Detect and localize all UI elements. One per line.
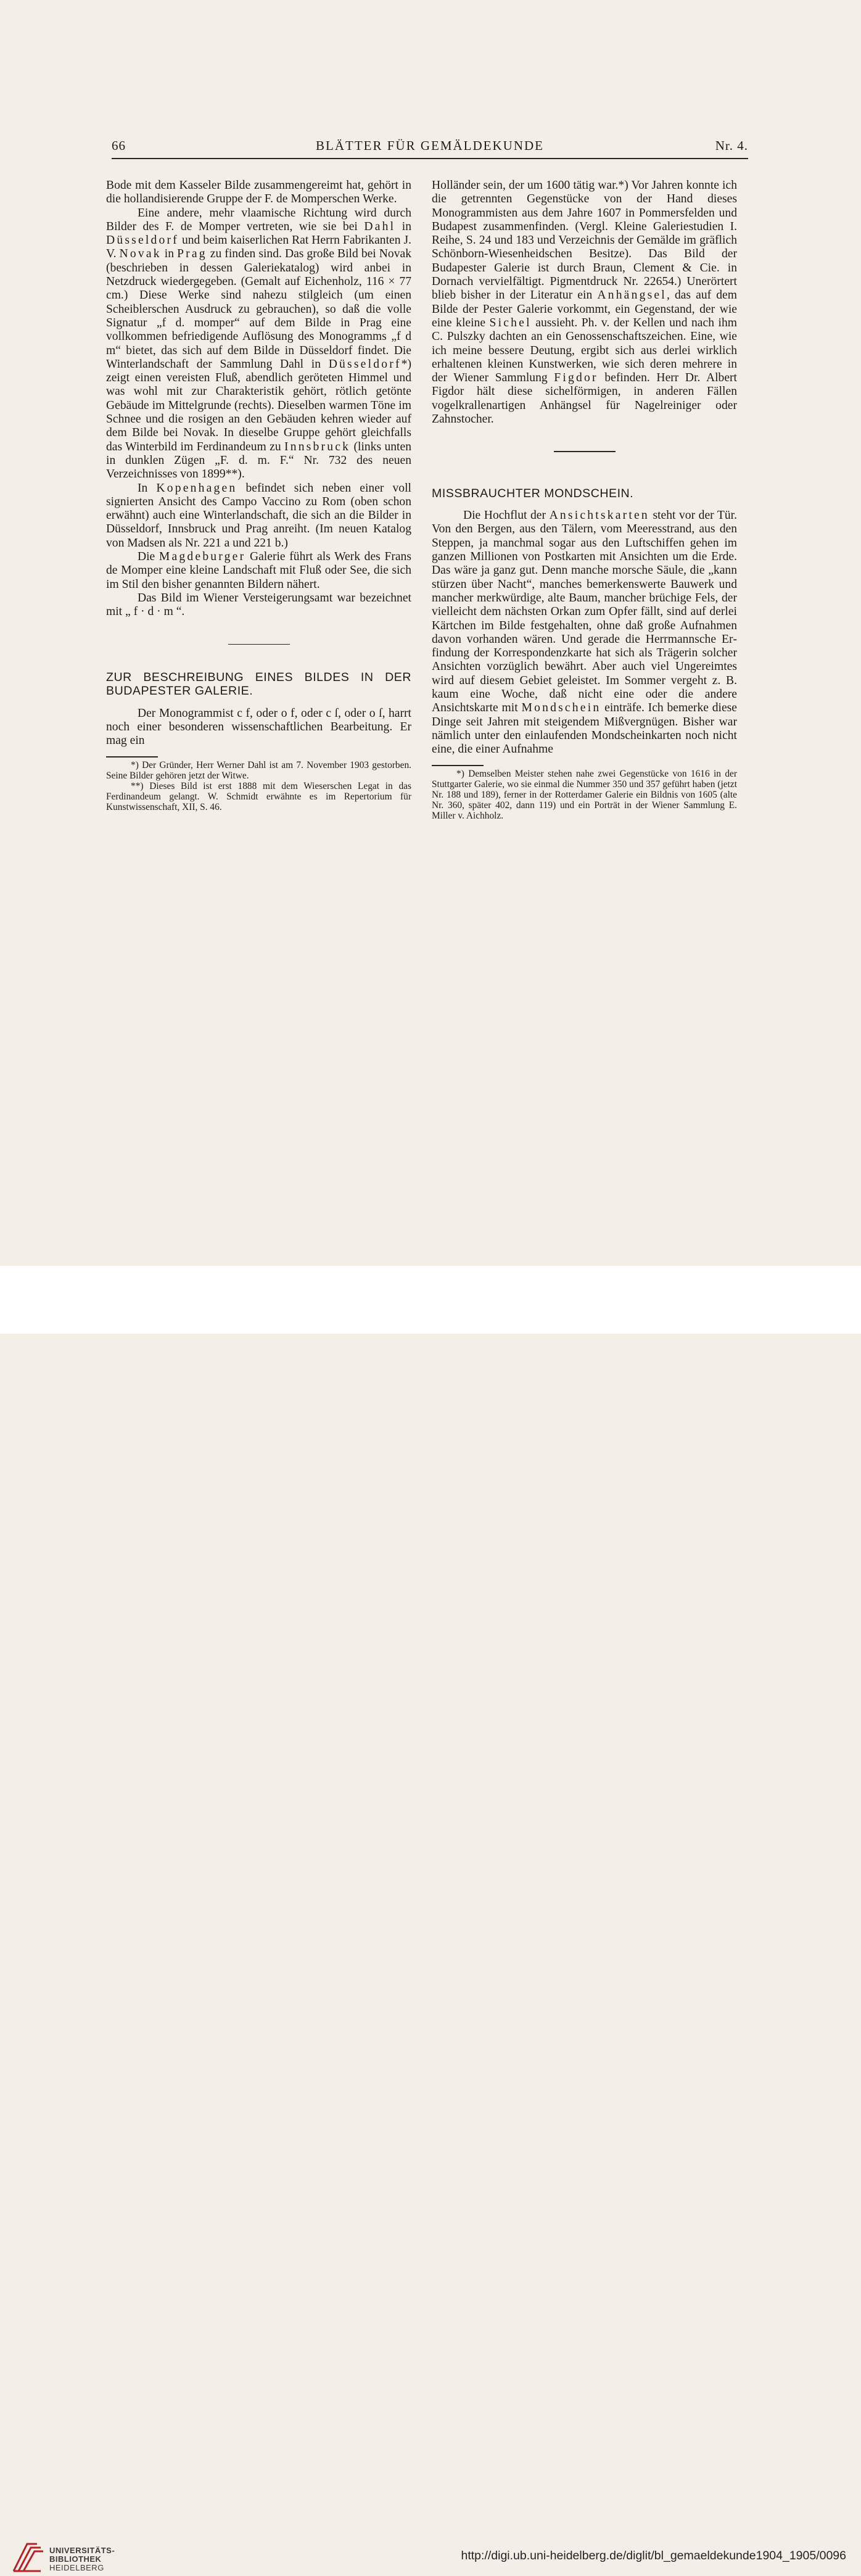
left-paragraph-2: Eine andere, mehr vlaamische Richtung wird durch Bilder des F. de Momper vertreten, wie sie bei Dahl in Düsseldorf und beim kaiserlichen Rat Herrn Fabrikanten J. V. Novak in Prag zu finden sind. Das große Bild bei Novak (beschrieben in dessen Galeriekatalog) wird anbei in Netzdruck wiedergegeben. (Gemalt auf Eichenholz, 116 × 77 cm.) Diese Werke sind nahezu stilgleich (um einen Scheiblerschen Ausdruck zu gebrauchen), so daß die volle Signatur „f d. momper“ auf dem Bilde in Prag eine vollkommen befriedigende Auflösung des Monogramms „f d m“ bietet, das sich auf dem Bilde in Düsseldorf findet. Die Winterlandschaft der Sammlung Dahl in Düsseldorf*) zeigt einen vereisten Fluß, abendlich geröteten Himmel und was wohl mit zur Charakteristik gehört, rötlich getönte Gebäude im Mittelgrunde (rechts). Dieselben warmen Töne im Schnee und die rosigen an den Gebäuden kehren wieder auf dem Bilde bei Novak. In dieselbe Gruppe gehört gleichfalls das Winterbild im Ferdinandeum zu Innsbruck (links unten in dunklen Zügen „F. d. m. F.“ Nr. 732 des neuen Verzeichnisses von 1899**). (106, 206, 412, 481)
library-name (49, 2546, 115, 2572)
right-column (432, 179, 737, 821)
section-divider (554, 451, 616, 452)
left-paragraph-1: Bode mit dem Kasseler Bilde zusammengereimt hat, gehört in die hollandisierende Gruppe der F. de Momperschen Werke. (106, 179, 411, 206)
left-paragraph-5: Das Bild im Wiener Versteigerungsamt war bezeichnet mit „ f · d · m “. (106, 591, 411, 619)
left-paragraph-3: In Kopenhagen befindet sich neben einer voll signierten Ansicht des Campo Vaccino zu Rom (oben schon erwähnt) auch eine Winterlandschaft, die sich an die Bilder in Düsseldorf, Innsbruck und Prag anreiht. (Im neuen Katalog von Madsen als Nr. 221 a und 221 b.) (106, 481, 411, 550)
library-name-line-3: HEIDELBERG (49, 2563, 104, 2572)
section-divider (228, 644, 290, 645)
left-paragraph-4: Die Magdeburger Galerie führt als Werk des Frans de Momper eine kleine Landschaft mit Fluß oder See, die sich im Stil den bisher genannten Bildern nähert. (106, 550, 411, 591)
footnote-rule (106, 756, 158, 758)
library-name-line-1: UNIVERSITÄTS- (49, 2546, 115, 2555)
left-footnote-1: *) Der Gründer, Herr Werner Dahl ist am 7. November 1903 gestorben. Seine Bilder gehören jetzt der Witwe. (106, 759, 411, 781)
section-heading-budapest: ZUR BESCHREIBUNG EINES BILDES IN DER BUDAPESTER GALERIE. (106, 671, 411, 698)
running-header (112, 137, 748, 159)
section-heading-mondschein: MISSBRAUCHTER MONDSCHEIN. (432, 486, 634, 500)
issue-number: Nr. 4. (715, 138, 748, 153)
right-paragraph-1: Holländer sein, der um 1600 tätig war.*) Vor Jahren konnte ich die getrennten Gegenstücke von der Hand dieses Monogrammisten aus dem Jahre 1607 in Pommersfelden und Budapest zusammenfinden. (Vergl. Kleine Galeriestudien I. Reihe, S. 24 und 183 und Verzeichnis der Gemälde im gräflich Schönborn-Wiesenheidschen Besitze). Das Bild der Budapester Galerie ist durch Braun, Clement & Cie. in Dornach vervielfältigt. Pigmentdruck Nr. 22654.) Unerörtert blieb bisher in der Literatur ein Anhängsel, das auf dem Bilde der Pester Galerie vorkommt, ein Gegenstand, der wie eine kleine Sichel aussieht. Ph. v. der Kellen und nach ihm C. Pulszky dachten an ein Genossenschaftszeichen. Eine, wie ich meine bessere Deutung, ergibt sich aus derlei wirklich erhaltenen kleinen Kunstwerken, wie sich deren mehrere in der Wiener Sammlung Figdor befinden. Herr Dr. Albert Figdor hält diese sichelförmigen, in anderen Fällen vogelkrallenartigen Anhängsel für Nagelreiniger oder Zahnstocher. (432, 179, 738, 426)
left-footnote-2: **) Dieses Bild ist erst 1888 mit dem Wieserschen Legat in das Ferdinandeum gelangt. W. Schmidt erwähnte es im Repertorium für Kunstwissenschaft, XII, S. 46. (106, 780, 411, 812)
library-logo-icon (9, 2538, 46, 2576)
journal-title: BLÄTTER FÜR GEMÄLDEKUNDE (316, 138, 544, 153)
source-url-link[interactable]: http://digi.ub.uni-heidelberg.de/diglit/bl_gemaeldekunde1904_1905/0096 (461, 2549, 846, 2562)
page-number: 66 (112, 138, 126, 153)
library-name-line-2: BIBLIOTHEK (49, 2554, 102, 2564)
footnote-rule (432, 765, 484, 766)
right-footnote-1: *) Demselben Meister stehen nahe zwei Gegenstücke von 1616 in der Stuttgarter Galerie, wo sie einmal die Nummer 350 und 357 geführt haben (jetzt Nr. 188 und 189), ferner in der Rotterdamer Galerie ein Bildnis von 1605 (alte Nr. 360, später 402, dann 119) und ein Porträt in der Wiener Sammlung E. Miller v. Aichholz. (432, 768, 737, 821)
left-column (106, 179, 411, 812)
left-paragraph-6: Der Monogrammist c f, oder o f, oder c ſ, oder o ſ, harrt noch einer besonderen wissenschaftlichen Bearbeitung. Er mag ein (106, 706, 411, 748)
scanned-page (0, 0, 861, 1266)
viewer-footer (0, 1266, 861, 2572)
right-paragraph-2: Die Hochflut der Ansichtskarten steht vor der Tür. Von den Bergen, aus den Tälern, vom Meeresstrand, aus den Steppen, ja manchmal sogar aus den Luftschiffen gehen im ganzen Millionen von Postkarten mit Ansichten um die Erde. Das wäre ja ganz gut. Denn manche morsche Säule, die „kann stürzen über Nacht“, manches bemerkenswerte Bauwerk und mancher merkwürdige, alte Baum, mancher brüchige Fels, der vielleicht dem nächsten Orkan zum Opfer fällt, sind auf derlei Kärtchen im Bilde festgehalten, ohne daß große Aufnahmen davon vorhanden wären. Und gerade die Herrmannsche Erfindung der Korrespondenzkarte hat sich als Trägerin solcher Ansichten vorzüglich bewährt. Aber auch viel Ungereimtes wird auf diesem Gebiet geleistet. Im Sommer vergeht z. B. kaum eine Woche, daß nicht eine oder die andere Ansichtskarte mit Mondschein einträfe. Ich bemerke diese Dinge seit Jahren mit steigendem Mißvergnügen. Bisher war nämlich unter den einlaufenden Mondscheinkarten noch nicht eine, die einer Aufnahme (432, 509, 737, 756)
